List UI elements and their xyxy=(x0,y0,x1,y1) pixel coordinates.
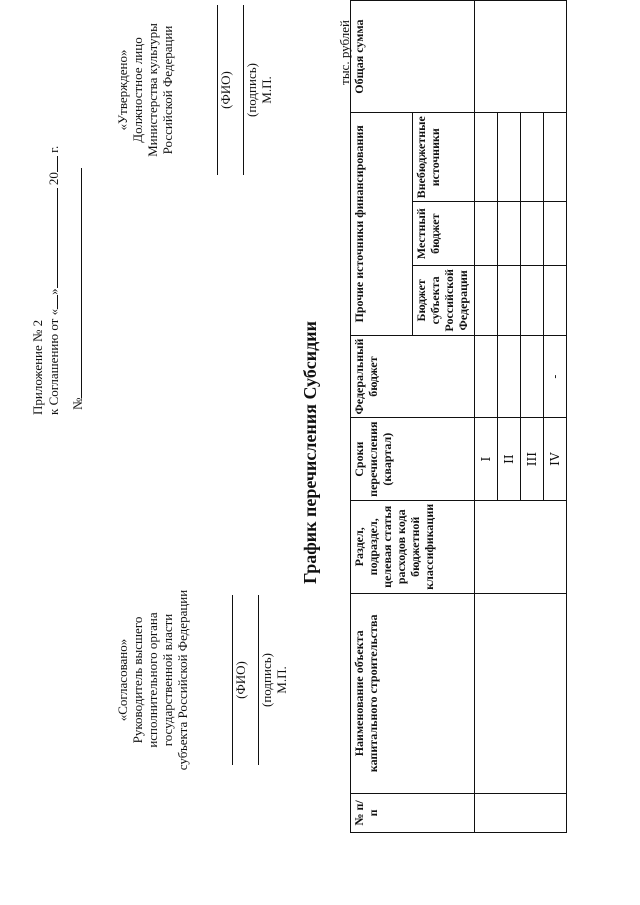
subject-budget-cell xyxy=(475,266,498,336)
header-object-name: Наименование объекта капитального строительства xyxy=(351,593,475,793)
extrabudgetary-cell xyxy=(544,113,567,202)
agreed-line-3: государственной власти xyxy=(160,613,175,747)
document-number-blank xyxy=(69,168,82,398)
header-federal: Федеральный бюджет xyxy=(351,335,475,418)
subject-budget-cell xyxy=(521,266,544,336)
subsidy-schedule-table xyxy=(350,0,567,833)
approved-line-3: Российской Федерации xyxy=(160,25,175,155)
agreement-suffix: г. xyxy=(46,145,61,153)
agreement-month-blank xyxy=(45,188,58,288)
table-header-row xyxy=(351,1,413,833)
header-extrabudgetary: Внебюджетные источники xyxy=(413,113,475,202)
agreed-title: «Согласовано» xyxy=(115,638,130,722)
header-total: Общая сумма xyxy=(351,1,475,113)
local-budget-cell xyxy=(475,202,498,266)
agreed-block xyxy=(115,575,289,785)
federal-value-cell xyxy=(521,335,544,418)
approved-line-2: Министерства культуры xyxy=(145,23,160,157)
agreed-line-1: Руководитель высшего xyxy=(130,616,145,744)
extrabudgetary-cell xyxy=(521,113,544,202)
header-other-sources: Прочие источники финансирования xyxy=(351,113,413,335)
appendix-header xyxy=(30,85,85,415)
total-cell xyxy=(475,1,567,113)
document-number xyxy=(69,85,85,415)
header-classification: Раздел, подраздел, целевая статья расходов кода бюджетной классификации xyxy=(351,500,475,593)
cell-classification xyxy=(475,500,567,593)
federal-value-cell xyxy=(498,335,521,418)
agreed-line-4: субъекта Российской Федерации xyxy=(175,589,190,771)
quarter-cell: IV xyxy=(544,418,567,500)
header-local-budget: Местный бюджет xyxy=(413,202,475,266)
approved-block xyxy=(115,5,274,175)
header-number: № п/п xyxy=(351,793,475,832)
quarter-cell: III xyxy=(521,418,544,500)
approved-signature-caption: (подпись) xyxy=(244,63,259,117)
cell-number xyxy=(475,793,567,832)
agreed-signature-caption: (подпись) xyxy=(259,653,274,707)
approved-stamp: М.П. xyxy=(259,76,274,104)
quarter-cell: II xyxy=(498,418,521,500)
agreement-mid: » xyxy=(46,288,61,295)
approved-fio-caption: (ФИО) xyxy=(218,71,233,109)
header-terms: Сроки перечисления (квартал) xyxy=(351,418,475,500)
approved-title: «Утверждено» xyxy=(115,49,130,131)
number-sign: № xyxy=(70,397,85,410)
header-subject-budget: Бюджет субъекта Российской Федерации xyxy=(413,266,475,336)
agreement-year: 20 xyxy=(46,172,61,186)
local-budget-cell xyxy=(521,202,544,266)
agreed-fio-caption: (ФИО) xyxy=(233,661,248,699)
subject-budget-cell xyxy=(544,266,567,336)
extrabudgetary-cell xyxy=(498,113,521,202)
agreement-day-blank xyxy=(45,295,58,309)
document-title: График перечисления Субсидии xyxy=(300,320,320,585)
agreed-stamp: М.П. xyxy=(274,666,289,694)
local-budget-cell xyxy=(498,202,521,266)
table-row xyxy=(475,1,498,833)
cell-object-name xyxy=(475,593,567,793)
subject-budget-cell xyxy=(498,266,521,336)
federal-value-cell xyxy=(475,335,498,418)
agreement-reference xyxy=(45,85,61,415)
quarter-cell: I xyxy=(475,418,498,500)
units-label: тыс. рублей xyxy=(337,20,352,85)
local-budget-cell xyxy=(544,202,567,266)
agreement-prefix: к Соглашению от « xyxy=(46,308,61,415)
approved-line-1: Должностное лицо xyxy=(130,37,145,143)
agreement-year-blank xyxy=(45,156,58,172)
agreed-line-2: исполнительного органа xyxy=(145,612,160,748)
extrabudgetary-cell xyxy=(475,113,498,202)
federal-value-cell: - xyxy=(544,335,567,418)
appendix-number: Приложение № 2 xyxy=(30,319,45,415)
